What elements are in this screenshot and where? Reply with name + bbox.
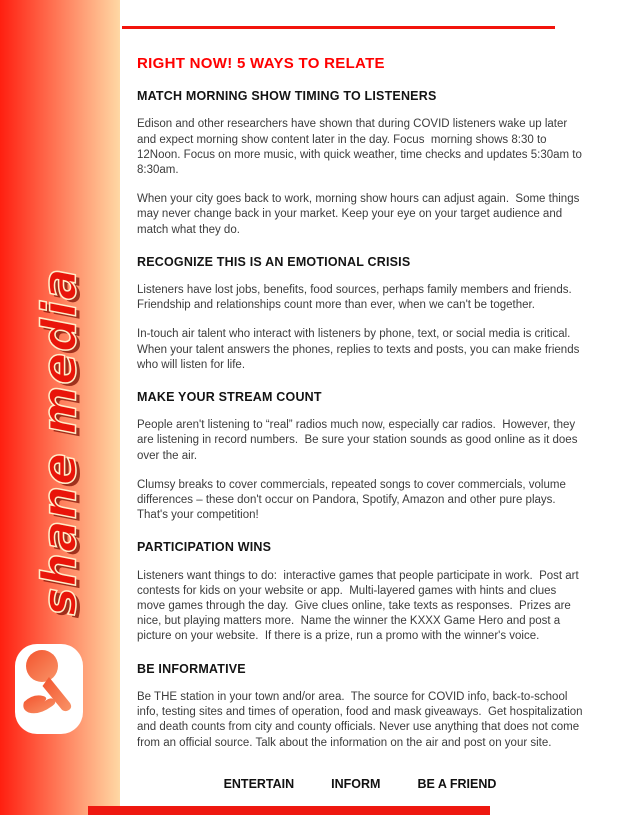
body-paragraph: Be THE station in your town and/or area. The source for COVID info, back-to-school info, testing sites and times of operation, food and mask giveaways. Get hospitalization and death counts from city and county officials. Never use anything that does not come from an official source. Talk about the information on the air and post on your site. <box>137 690 586 749</box>
motto-item: BE A FRIEND <box>417 776 497 791</box>
brand-text: shane media <box>32 266 88 616</box>
section-heading: RECOGNIZE THIS IS AN EMOTIONAL CRISIS <box>137 254 411 269</box>
footer-motto <box>137 777 583 792</box>
brand-wrap <box>0 250 120 632</box>
body-paragraph: In-touch air talent who interact with listeners by phone, text, or social media is critical. When your talent answers the phones, replies to texts and posts, you can make friends who will listen for life. <box>137 328 583 371</box>
microphone-icon <box>15 642 83 737</box>
sidebar <box>0 0 120 815</box>
section-heading: MAKE YOUR STREAM COUNT <box>137 390 322 405</box>
logo-badge <box>15 644 83 734</box>
section-heading: PARTICIPATION WINS <box>137 540 272 555</box>
motto-item: ENTERTAIN <box>223 776 295 791</box>
document-body <box>137 55 586 792</box>
bottom-bar <box>88 806 490 815</box>
body-paragraph: People aren't listening to “real” radios much now, especially car radios. However, they are listening in record numbers. Be sure your station sounds as good online as it does over the air. <box>137 419 581 462</box>
sections <box>137 89 586 751</box>
body-paragraph: Clumsy breaks to cover commercials, repeated songs to cover commercials, volume differences – these don't occur on Pandora, Spotify, Amazon and other pure plays. That's your competition! <box>137 478 570 522</box>
body-paragraph: When your city goes back to work, morning show hours can adjust again. Some things may never change back in your market. Keep your eye on your target audience and match what they do. <box>137 193 583 236</box>
motto-item: INFORM <box>331 776 381 791</box>
page-title: RIGHT NOW! 5 WAYS TO RELATE <box>137 55 385 72</box>
section-heading: BE INFORMATIVE <box>137 661 246 676</box>
top-rule <box>122 26 555 29</box>
body-paragraph: Listeners have lost jobs, benefits, food sources, perhaps family members and friends. Friendship and relationships count more than ever, when we can't be together. <box>137 284 575 312</box>
body-paragraph: Listeners want things to do: interactive games that people participate in work. Post art contests for kids on your website or app. Multi-layered games with hints and clues move games through the day. Give clues online, take texts as responses. Prizes are nice, but playing matters more. Name the winner the KXXX Game Hero and post a picture on your website. If there is a prize, run a promo with the winner's voice. <box>137 569 582 643</box>
body-paragraph: Edison and other researchers have shown that during COVID listeners wake up later and expect morning show content later in the day. Focus morning shows 8:30 to 12Noon. Focus on more music, with quick weather, time checks and updates 5:30am to 8:30am. <box>137 118 586 177</box>
section-heading: MATCH MORNING SHOW TIMING TO LISTENERS <box>137 89 437 104</box>
